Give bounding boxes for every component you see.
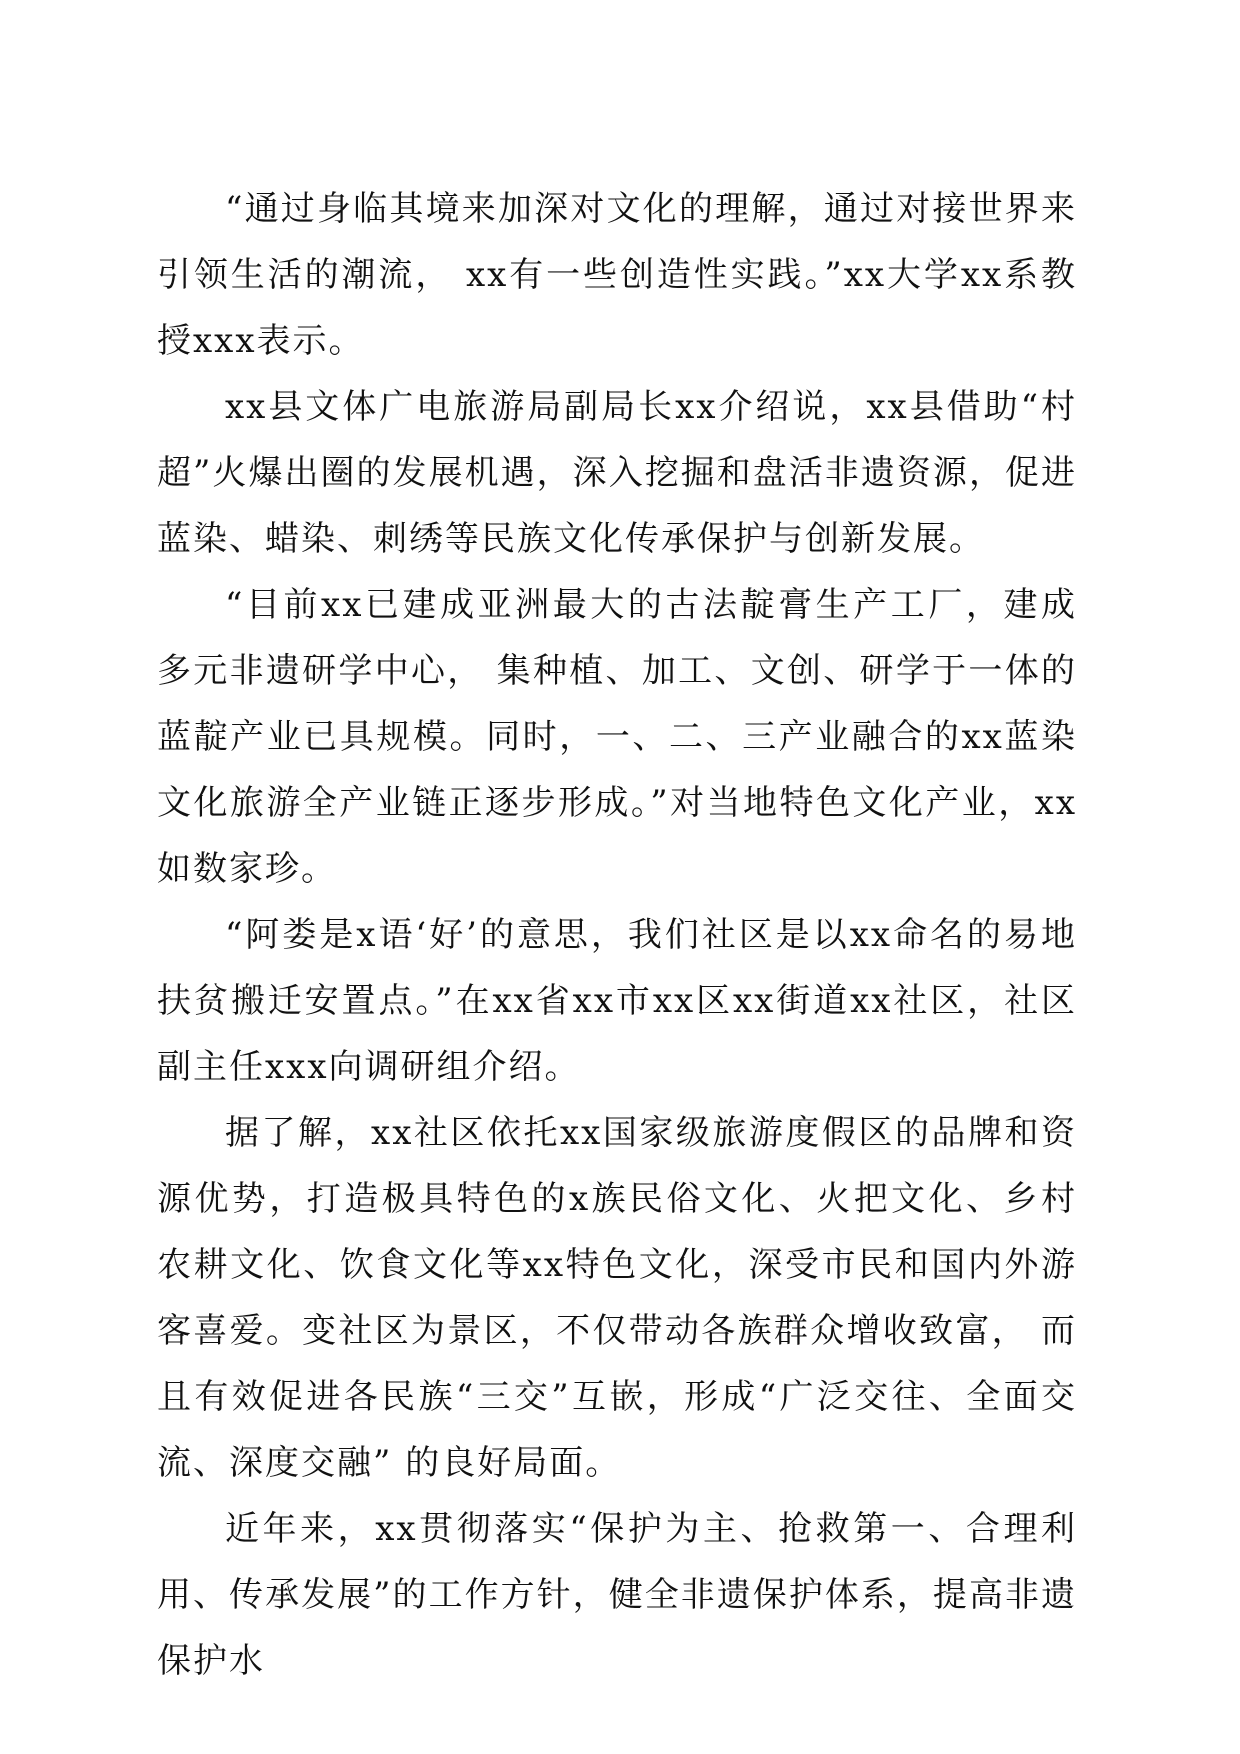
document-body (157, 176, 1077, 1694)
paragraph: “阿娄是x语‘好’的意思，我们社区是以xx命名的易地扶贫搬迁安置点。”在xx省xx市xx区xx街道xx社区，社区副主任xxx向调研组介绍。 (157, 915, 1077, 1087)
paragraph: “目前xx已建成亚洲最大的古法靛膏生产工厂，建成多元非遗研学中心， 集种植、加工、文创、研学于一体的蓝靛产业已具规模。同时，一、二、三产业融合的xx蓝染文化旅游全产业链正逐步形成。”对当地特色文化产业，xx如数家珍。 (157, 585, 1077, 889)
paragraph: “通过身临其境来加深对文化的理解，通过对接世界来引领生活的潮流， xx有一些创造性实践。”xx大学xx系教授xxx表示。 (157, 189, 1077, 361)
paragraph: xx县文体广电旅游局副局长xx介绍说，xx县借助“村超”火爆出圈的发展机遇，深入挖掘和盘活非遗资源，促进蓝染、蜡染、刺绣等民族文化传承保护与创新发展。 (157, 387, 1077, 559)
paragraph: 近年来，xx贯彻落实“保护为主、抢救第一、合理利用、传承发展”的工作方针，健全非遗保护体系，提高非遗保护水 (157, 1509, 1077, 1681)
paragraph: 据了解，xx社区依托xx国家级旅游度假区的品牌和资源优势，打造极具特色的x族民俗文化、火把文化、乡村农耕文化、饮食文化等xx特色文化，深受市民和国内外游客喜爱。变社区为景区，不仅带动各族群众增收致富， 而且有效促进各民族“三交”互嵌，形成“广泛交往、全面交流、深度交融” 的良好局面。 (157, 1113, 1077, 1483)
